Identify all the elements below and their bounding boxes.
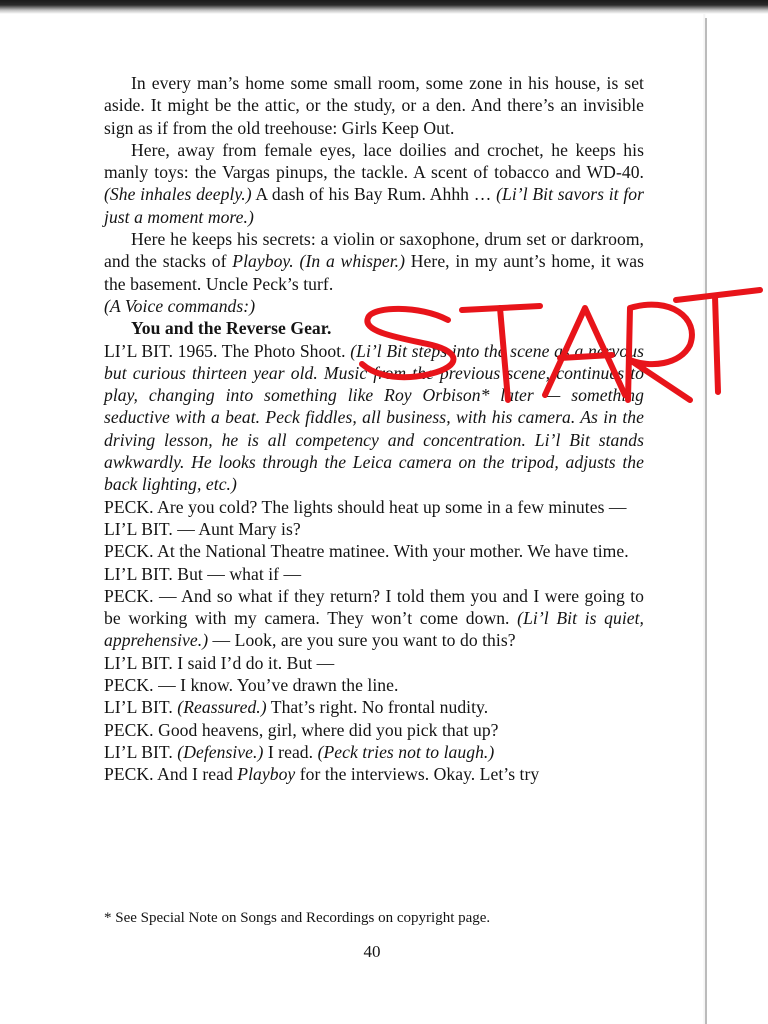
body-paragraph (104, 719, 644, 741)
text-run: PECK. — I know. You’ve drawn the line. (104, 675, 399, 696)
text-run: PECK. And I read (104, 764, 238, 785)
stage-direction: (A Voice commands:) (104, 295, 256, 316)
text-run: PECK. — And so what if they return? I told them you and I were going to be working with my camera. They won’t come down. (104, 585, 644, 629)
body-paragraph (104, 540, 644, 562)
body-paragraph (104, 763, 644, 785)
text-run: LI’L BIT. (104, 741, 178, 762)
page-number: 40 (363, 942, 381, 961)
text-run: LI’L BIT. 1965. The Photo Shoot. (104, 340, 351, 361)
stage-direction: (Li’l Bit steps into the scene as a nervous but curious thirteen year old. Music from the previous scene, continues to play, changing into something like Roy Orbison* later — something seductive with a beat. Peck fiddles, all business, with his camera. As in the driving lesson, he is all competency and concentration. Li’l Bit stands awkwardly. He looks through the Leica camera on the tripod, adjusts the back lighting, etc.) (104, 340, 644, 495)
body-paragraph (104, 228, 644, 295)
stage-direction: (Defensive.) (177, 741, 264, 762)
text-run: LI’L BIT. (104, 697, 178, 718)
body-paragraph (104, 518, 644, 540)
text-run: PECK. Are you cold? The lights should heat up some in a few minutes — (104, 496, 627, 517)
body-paragraph (104, 696, 644, 718)
body-paragraph (104, 652, 644, 674)
text-run: That’s right. No frontal nudity. (266, 697, 489, 718)
body-paragraph (104, 72, 644, 139)
page-binding-edge (703, 14, 768, 1024)
body-paragraph (104, 340, 644, 496)
text-run: LI’L BIT. — Aunt Mary is? (104, 518, 301, 539)
text-run: A dash of his Bay Rum. Ahhh … (251, 184, 497, 205)
page-top-shadow (0, 0, 768, 14)
body-paragraph (104, 741, 644, 763)
text-run: PECK. At the National Theatre matinee. With your mother. We have time. (104, 541, 629, 562)
text-run: In every man’s home some small room, some zone in his house, is set aside. It might be the attic, or the study, or a den. And there’s an invisible sign as if from the old treehouse: Girls Keep Out. (104, 73, 644, 138)
text-run: for the interviews. Okay. Let’s try (295, 764, 540, 785)
text-run: Here he keeps his secrets: a violin or saxophone, drum set or darkroom, and the stacks of (104, 229, 644, 272)
body-paragraph (104, 496, 644, 518)
body-paragraph (104, 563, 644, 585)
text-run: I read. (263, 741, 318, 762)
scene-title (104, 317, 644, 339)
stage-direction: Playboy. (232, 251, 294, 272)
text-run: You and the Reverse Gear. (131, 318, 332, 339)
page-body-text (104, 72, 644, 786)
body-paragraph (104, 585, 644, 652)
stage-direction: (In a whisper.) (299, 251, 406, 272)
text-run: — Look, are you sure you want to do this? (208, 630, 516, 651)
text-run: LI’L BIT. I said I’d do it. But — (104, 652, 335, 673)
stage-direction: (Peck tries not to laugh.) (317, 741, 495, 762)
text-run: Here, away from female eyes, lace doilies and crochet, he keeps his manly toys: the Vargas pinups, the tackle. A scent of tobacco and WD-40. (104, 139, 644, 183)
stage-direction: (She inhales deeply.) (104, 184, 252, 205)
text-run: PECK. Good heavens, girl, where did you pick that up? (104, 719, 499, 740)
footnote: * See Special Note on Songs and Recordings on copyright page. (104, 910, 491, 926)
body-paragraph (104, 139, 644, 228)
stage-direction: (Li’l Bit is quiet, apprehensive.) (104, 608, 645, 651)
stage-direction: (Li’l Bit savors it for just a moment more.) (104, 184, 645, 227)
stage-direction: Playboy (237, 764, 296, 785)
page-edge-line (705, 18, 707, 1024)
body-paragraph (104, 674, 644, 696)
body-paragraph (104, 295, 644, 317)
text-run: LI’L BIT. But — what if — (104, 563, 302, 584)
text-run: Here, in my aunt’s home, it was the basement. Uncle Peck’s turf. (104, 251, 644, 294)
stage-direction: (Reassured.) (177, 697, 267, 718)
